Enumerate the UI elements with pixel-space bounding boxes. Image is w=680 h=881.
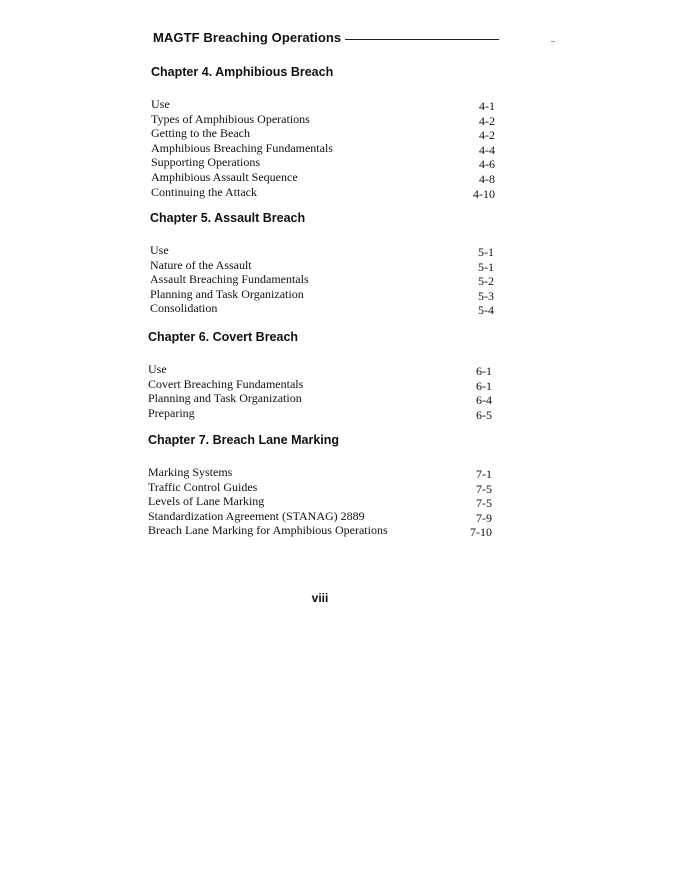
- toc-entry-label: Use: [150, 243, 169, 257]
- chapter-7-section: [148, 433, 494, 538]
- toc-entry[interactable]: [148, 480, 494, 495]
- running-header: [153, 30, 499, 45]
- toc-entry-page: 6-1: [476, 378, 492, 393]
- toc-entry-page: 4-10: [473, 186, 495, 201]
- toc-entry[interactable]: [148, 465, 494, 480]
- chapter-title: Chapter 6. Covert Breach: [148, 330, 299, 344]
- chapter-title: Chapter 5. Assault Breach: [150, 211, 306, 225]
- toc-entry-page: 4-4: [479, 142, 495, 157]
- toc-entry-label: Nature of the Assault: [150, 257, 252, 272]
- toc-entry[interactable]: [151, 112, 497, 127]
- toc-entry-page: 7-5: [476, 496, 492, 511]
- toc-entry[interactable]: [148, 509, 494, 524]
- chapter-6-section: [148, 330, 494, 420]
- toc-entry-label: Amphibious Breaching Fundamentals: [151, 140, 333, 155]
- toc-entry-page: 7-1: [476, 467, 492, 481]
- toc-entry-label: Getting to the Beach: [151, 126, 250, 141]
- toc-entries: [148, 465, 494, 538]
- toc-entry-page: 5-2: [478, 274, 494, 289]
- toc-entry-label: Planning and Task Organization: [148, 391, 302, 406]
- toc-entry-label: Supporting Operations: [151, 155, 260, 170]
- toc-entry[interactable]: [148, 362, 494, 377]
- toc-entry-label: Preparing: [148, 405, 195, 420]
- chapter-5-section: [150, 211, 496, 316]
- toc-entry-page: 7-5: [476, 481, 492, 496]
- toc-entry-page: 4-2: [479, 128, 495, 143]
- toc-entry-label: Types of Amphibious Operations: [151, 111, 310, 126]
- toc-entry-page: 7-9: [476, 510, 492, 525]
- toc-entry-label: Standardization Agreement (STANAG) 2889: [148, 508, 365, 523]
- toc-entry[interactable]: [148, 406, 494, 421]
- toc-entries: [150, 243, 496, 316]
- scan-mark: [551, 41, 555, 42]
- header-rule: [345, 39, 499, 40]
- toc-entry-label: Continuing the Attack: [151, 184, 257, 199]
- toc-entry[interactable]: [151, 97, 497, 112]
- toc-entry-page: 4-6: [479, 157, 495, 172]
- toc-entry[interactable]: [148, 523, 494, 538]
- toc-entries: [148, 362, 494, 420]
- toc-entry-label: Amphibious Assault Sequence: [151, 169, 298, 184]
- toc-entry[interactable]: [150, 301, 496, 316]
- toc-entry[interactable]: [148, 391, 494, 406]
- toc-entry-label: Breach Lane Marking for Amphibious Operations: [148, 523, 388, 538]
- toc-entry-page: 6-5: [476, 407, 492, 422]
- toc-entry-label: Covert Breaching Fundamentals: [148, 376, 304, 391]
- toc-entry[interactable]: [151, 170, 497, 185]
- toc-entry-label: Use: [151, 97, 170, 111]
- toc-entries: [151, 97, 497, 199]
- toc-entry-page: 5-1: [478, 259, 494, 274]
- toc-entry[interactable]: [151, 155, 497, 170]
- toc-entry[interactable]: [151, 185, 497, 200]
- toc-entry-label: Consolidation: [150, 301, 218, 316]
- toc-entry-page: 7-10: [470, 525, 492, 540]
- chapter-title: Chapter 4. Amphibious Breach: [151, 65, 334, 79]
- toc-entry[interactable]: [148, 494, 494, 509]
- chapter-title: Chapter 7. Breach Lane Marking: [148, 433, 340, 447]
- toc-entry-page: 4-2: [479, 113, 495, 128]
- toc-entry-page: 6-1: [476, 364, 492, 378]
- toc-entry[interactable]: [150, 287, 496, 302]
- page-number: viii: [311, 591, 329, 605]
- toc-entry-label: Traffic Control Guides: [148, 479, 258, 494]
- toc-entry-page: 6-4: [476, 393, 492, 408]
- toc-entry[interactable]: [148, 377, 494, 392]
- running-header-title: MAGTF Breaching Operations: [153, 30, 342, 45]
- toc-entry-page: 5-4: [478, 303, 494, 318]
- toc-entry[interactable]: [151, 141, 497, 156]
- chapter-4-section: [151, 65, 497, 199]
- toc-entry-label: Levels of Lane Marking: [148, 494, 265, 509]
- toc-entry-page: 4-1: [479, 99, 495, 113]
- toc-entry[interactable]: [150, 243, 496, 258]
- toc-entry-label: Marking Systems: [148, 465, 233, 479]
- toc-entry-page: 5-1: [478, 245, 494, 259]
- toc-entry-page: 4-8: [479, 171, 495, 186]
- toc-entry[interactable]: [150, 258, 496, 273]
- toc-entry[interactable]: [151, 126, 497, 141]
- toc-entry-page: 5-3: [478, 288, 494, 303]
- toc-entry[interactable]: [150, 272, 496, 287]
- toc-entry-label: Use: [148, 362, 167, 376]
- toc-entry-label: Assault Breaching Fundamentals: [150, 272, 309, 287]
- toc-entry-label: Planning and Task Organization: [150, 286, 304, 301]
